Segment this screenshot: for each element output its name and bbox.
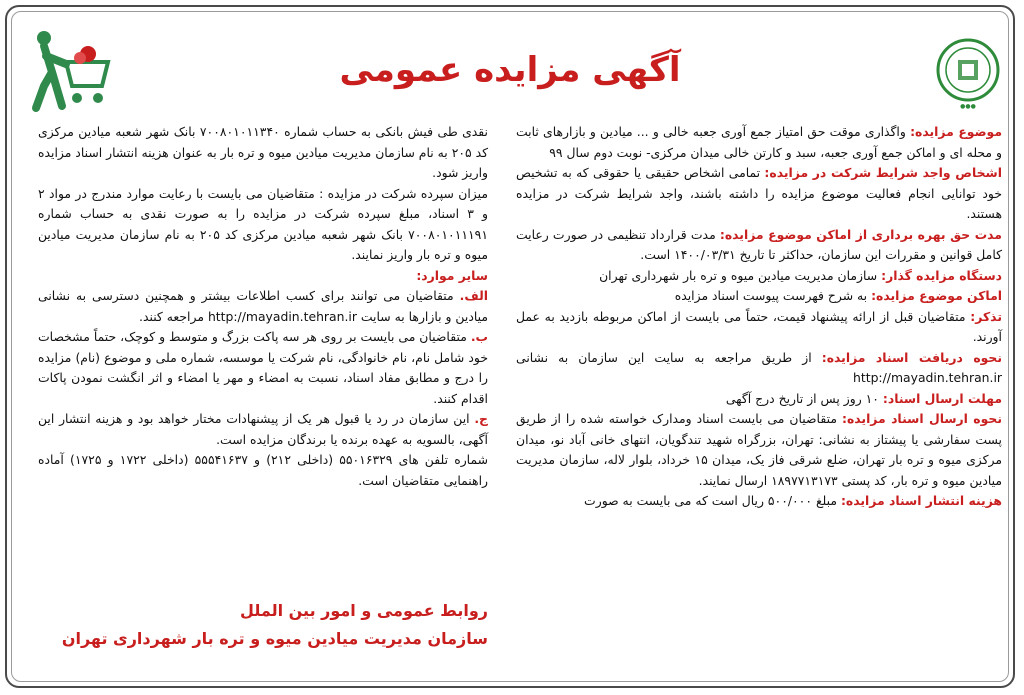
fee-text: مبلغ ۵۰۰/۰۰۰ ریال است که می بایست به صورت: [584, 493, 838, 508]
locations-paragraph: [516, 286, 1002, 307]
subject-text: واگذاری موقت حق امتیاز جمع آوری جعبه خالی و ... میادین و بازارهای ثابت و محله ای و اماکن جمع آوری جعبه، سبد و کارتن خالی میدان مرکزی- نوبت دوم سال ۹۹: [516, 124, 1002, 160]
note-label: تذکر:: [970, 308, 1002, 324]
left-column: [38, 122, 488, 491]
note-text: متقاضیان قبل از ارائه پیشنهاد قیمت، حتماً می بایست از اماکن مربوطه بازدید به عمل آورند.: [516, 308, 1002, 344]
item-a-tail: مراجعه کنند.: [139, 308, 204, 324]
item-b-text: متقاضیان می بایست بر روی هر سه پاکت بزرگ و متوسط و کوچک، حتماً مشخصات خود شامل نام، نام خانوادگی، نام شرکت یا موسسه، شماره ملی و موضوع (نام) مزایده را درج و مطابق مفاد اسناد، نسبت به امضاء و مهر یا امضاء و اثر انگشت نمودن پاکات اقدام کنند.: [38, 329, 488, 406]
item-c: [38, 409, 488, 450]
item-b-label: ب.: [470, 329, 488, 344]
note-paragraph: [516, 307, 1002, 348]
tehran-municipality-logo: [934, 34, 1002, 112]
fee-label: هزینه انتشار اسناد مزایده:: [840, 493, 1002, 508]
documents-site-link[interactable]: http://mayadin.tehran.ir: [853, 370, 1002, 385]
item-a-label: الف.: [459, 288, 488, 303]
page-title: آگهی مزایده عمومی: [339, 50, 681, 90]
footer-organization: سازمان مدیریت میادین میوه و تره بار شهرداری تهران: [61, 629, 488, 648]
shopping-cart-icon: [22, 28, 114, 114]
item-b: [38, 327, 488, 409]
right-column: [516, 122, 1002, 512]
submission-text: متقاضیان می بایست اسناد ومدارک خواسته شده را از طریق پست سفارشی یا پیشتاز به نشانی: تهران، بزرگراه شهید تندگویان، انتهای خانی آباد نو، میدان مرکزی میوه و تره بار تهران، ضلع شرقی فاز یک، میدان ۱۵ خرداد، بلوار لاله، سازمان مدیریت میادین میوه و تره بار، کد پستی ۱۸۹۷۷۱۳۱۷۳ ارسال نمایند.: [516, 411, 1002, 488]
item-c-label: ج.: [474, 411, 488, 426]
organizer-label: دستگاه مزایده گذار:: [881, 267, 1002, 283]
other-items-label: سایر موارد:: [416, 267, 488, 283]
subject-paragraph: [516, 122, 1002, 163]
eligibility-label: اشخاص واجد شرایط شرکت در مزایده:: [764, 165, 1002, 180]
deadline-text: ۱۰ روز پس از تاریخ درج آگهی: [725, 390, 879, 406]
locations-text: به شرح فهرست پیوست اسناد مزایده: [674, 288, 868, 303]
fee-payment-paragraph: نقدی طی فیش بانکی به حساب شماره ۷۰۰۸۰۱۰۱۱۳۴۰ بانک شهر شعبه میادین مرکزی کد ۲۰۵ به نام سازمان مدیریت میادین میوه و تره بار به عنوان هزینه انتشار اسناد مزایده واریز شود.: [38, 124, 489, 180]
duration-text: مدت قرارداد تنظیمی در صورت رعایت کامل قوانین و مقررات این سازمان، حداکثر تا تاریخ ۱۴۰۰/۰۳/۳۱ است.: [516, 226, 1002, 262]
eligibility-text: تمامی اشخاص حقیقی یا حقوقی که به تشخیص خود توانایی انجام فعالیت موضوع مزایده را داشته باشند، واجد شرایط شرکت در مزایده هستند.: [516, 165, 1002, 221]
item-c-text: این سازمان در رد یا قبول هر یک از پیشنهادات مختار خواهد بود و هزینه انتشار این آگهی، بالسویه به عهده برنده یا برندگان مزایده است.: [38, 411, 488, 447]
duration-paragraph: [516, 225, 1002, 266]
submission-label: نحوه ارسال اسناد مزایده:: [841, 411, 1002, 426]
organizer-paragraph: [516, 266, 1002, 287]
documents-receipt-label: نحوه دریافت اسناد مزایده:: [821, 349, 1002, 365]
submission-paragraph: [516, 409, 1002, 491]
organizer-text: سازمان مدیریت میادین میوه و تره بار شهرداری تهران: [599, 267, 878, 283]
locations-label: اماکن موضوع مزایده:: [871, 288, 1002, 303]
documents-receipt-paragraph: [516, 348, 1002, 389]
phones-paragraph: شماره تلفن های ۵۵۰۱۶۳۲۹ (داخلی ۲۱۲) و ۵۵۵۴۱۶۳۷ (داخلی ۱۷۲۲ و ۱۷۲۵) آماده راهنمایی متقاضیان است.: [38, 452, 489, 488]
deposit-paragraph: میزان سپرده شرکت در مزایده : متقاضیان می بایست با رعایت موارد مندرج در مواد ۲ و ۳ اسناد، مبلغ سپرده شرکت در مزایده را به صورت نقدی به حساب شماره ۷۰۰۸۰۱۰۱۱۱۹۱ بانک شهر شعبه میادین مرکزی کد ۲۰۵ به نام سازمان مدیریت میادین میوه و تره بار واریز نمایند.: [38, 185, 488, 262]
item-a: [38, 286, 488, 327]
documents-receipt-text: از طریق مراجعه به سایت این سازمان به نشانی: [516, 349, 812, 365]
eligibility-paragraph: [516, 163, 1002, 225]
item-a-text: متقاضیان می توانند برای کسب اطلاعات بیشتر و همچنین دسترسی به نشانی میادین و بازارها به سایت: [38, 288, 488, 324]
deadline-label: مهلت ارسال اسناد:: [882, 390, 1002, 406]
deadline-paragraph: [516, 389, 1002, 410]
footer-public-relations: روابط عمومی و امور بین الملل: [240, 601, 488, 620]
svg-text:●●●: ●●●: [960, 103, 976, 110]
item-a-site-link[interactable]: http://mayadin.tehran.ir: [207, 308, 357, 324]
duration-label: مدت حق بهره برداری از اماکن موضوع مزایده:: [719, 226, 1002, 242]
fee-paragraph: [516, 491, 1002, 512]
other-items-heading: [38, 266, 488, 287]
subject-label: موضوع مزایده:: [910, 124, 1002, 139]
